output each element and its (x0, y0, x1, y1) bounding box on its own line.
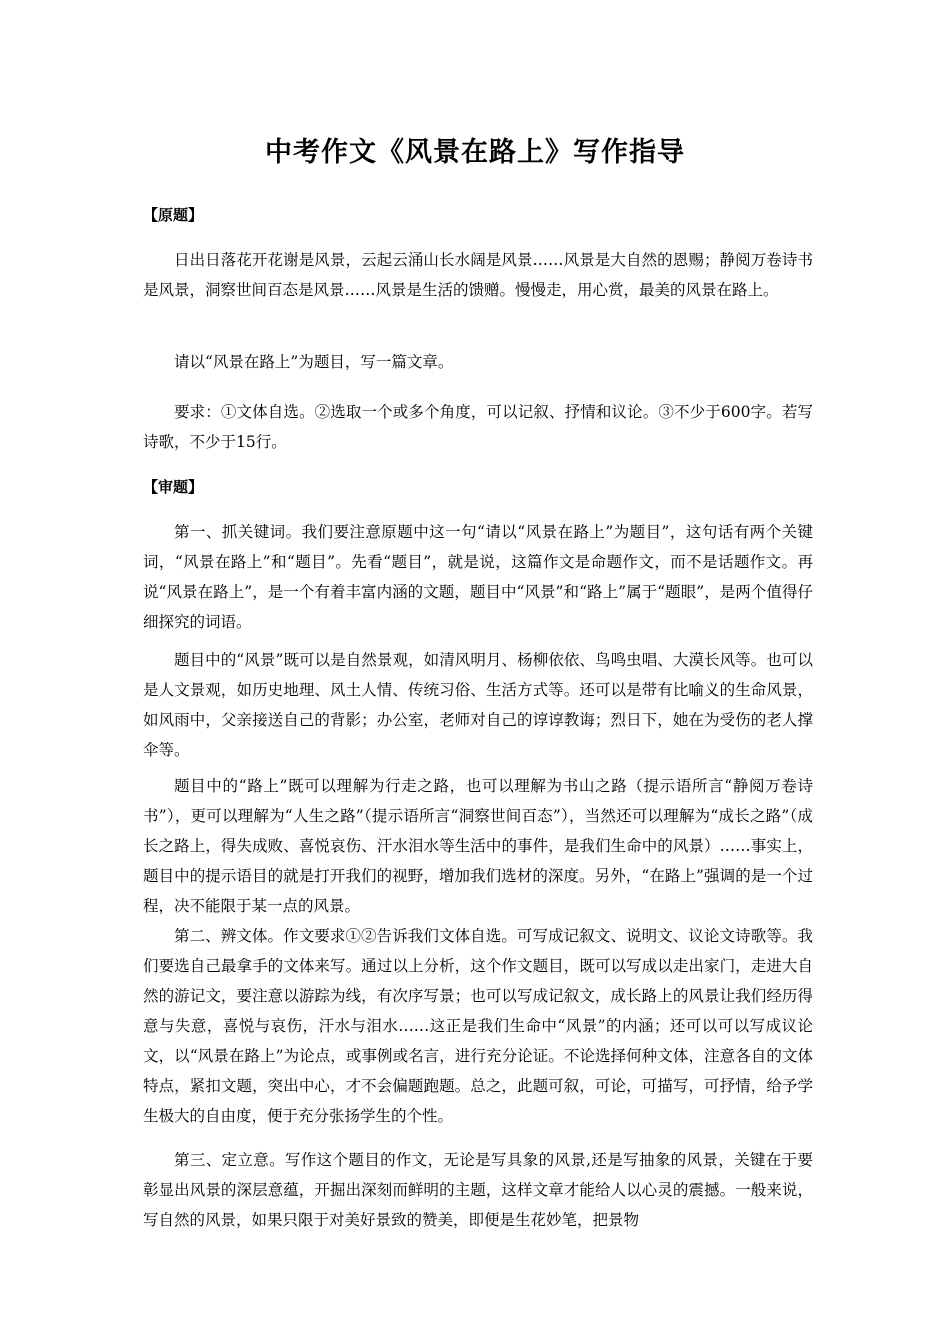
paragraph: 要求：①文体自选。②选取一个或多个角度，可以记叙、抒情和议论。③不少于600字。若写诗歌，不少于15行。 (143, 403, 813, 451)
paragraph: 题目中的“风景”既可以是自然景观，如清风明月、杨柳依依、鸟鸣虫唱、大漠长风等。也可以是人文景观，如历史地理、风土人情、传统习俗、生活方式等。还可以是带有比喻义的生命风景，如风雨中，父亲接送自己的背影；办公室，老师对自己的谆谆教诲；烈日下，她在为受伤的老人撑伞等。 (143, 651, 813, 759)
section-heading-analysis: 【审题】 (143, 478, 204, 496)
paragraph: 日出日落花开花谢是风景，云起云涌山长水阔是风景……风景是大自然的恩赐；静阅万卷诗书是风景，洞察世间百态是风景……风景是生活的馈赠。慢慢走，用心赏，最美的风景在路上。 (143, 251, 813, 299)
paragraph: 第三、定立意。写作这个题目的作文，无论是写具象的风景,还是写抽象的风景，关键在于要彰显出风景的深层意蕴，开掘出深刻而鲜明的主题，这样文章才能给人以心灵的震撼。一般来说，写自然的风景，如果只限于对美好景致的赞美，即便是生花妙笔，把景物 (143, 1151, 813, 1229)
paragraph: 请以“风景在路上”为题目，写一篇文章。 (174, 353, 454, 371)
paragraph: 第二、辨文体。作文要求①②告诉我们文体自选。可写成记叙文、说明文、议论文诗歌等。我们要选自己最拿手的文体来写。通过以上分析，这个作文题目，既可以写成以走出家门，走进大自然的游记文，要注意以游踪为线，有次序写景；也可以写成记叙文，成长路上的风景让我们经历得意与失意，喜悦与哀伤，汗水与泪水……这正是我们生命中“风景”的内涵；还可以可以写成议论文，以“风景在路上”为论点，或事例或名言，进行充分论证。不论选择何种文体，注意各自的文体特点，紧扣文题，突出中心，才不会偏题跑题。总之，此题可叙，可论，可描写，可抒情，给予学生极大的自由度，便于充分张扬学生的个性。 (143, 927, 813, 1125)
paragraph: 题目中的“路上”既可以理解为行走之路，也可以理解为书山之路（提示语所言“静阅万卷诗书”），更可以理解为“人生之路”（提示语所言“洞察世间百态”），当然还可以理解为“成长之路”（成长之路上，得失成败、喜悦哀伤、汗水泪水等生活中的事件，是我们生命中的风景）……事实上，题目中的提示语目的就是打开我们的视野，增加我们选材的深度。另外，“在路上”强调的是一个过程，决不能限于某一点的风景。 (143, 777, 813, 915)
document-title: 中考作文《风景在路上》写作指导 (265, 137, 685, 168)
section-heading-original-question: 【原题】 (143, 206, 204, 224)
paragraph: 第一、抓关键词。我们要注意原题中这一句“请以“风景在路上”为题目”，这句话有两个关键词，“风景在路上”和“题目”。先看“题目”，就是说，这篇作文是命题作文，而不是话题作文。再说“风景在路上”，是一个有着丰富内涵的文题，题目中“风景”和“路上”属于“题眼”，是两个值得仔细探究的词语。 (143, 523, 813, 631)
